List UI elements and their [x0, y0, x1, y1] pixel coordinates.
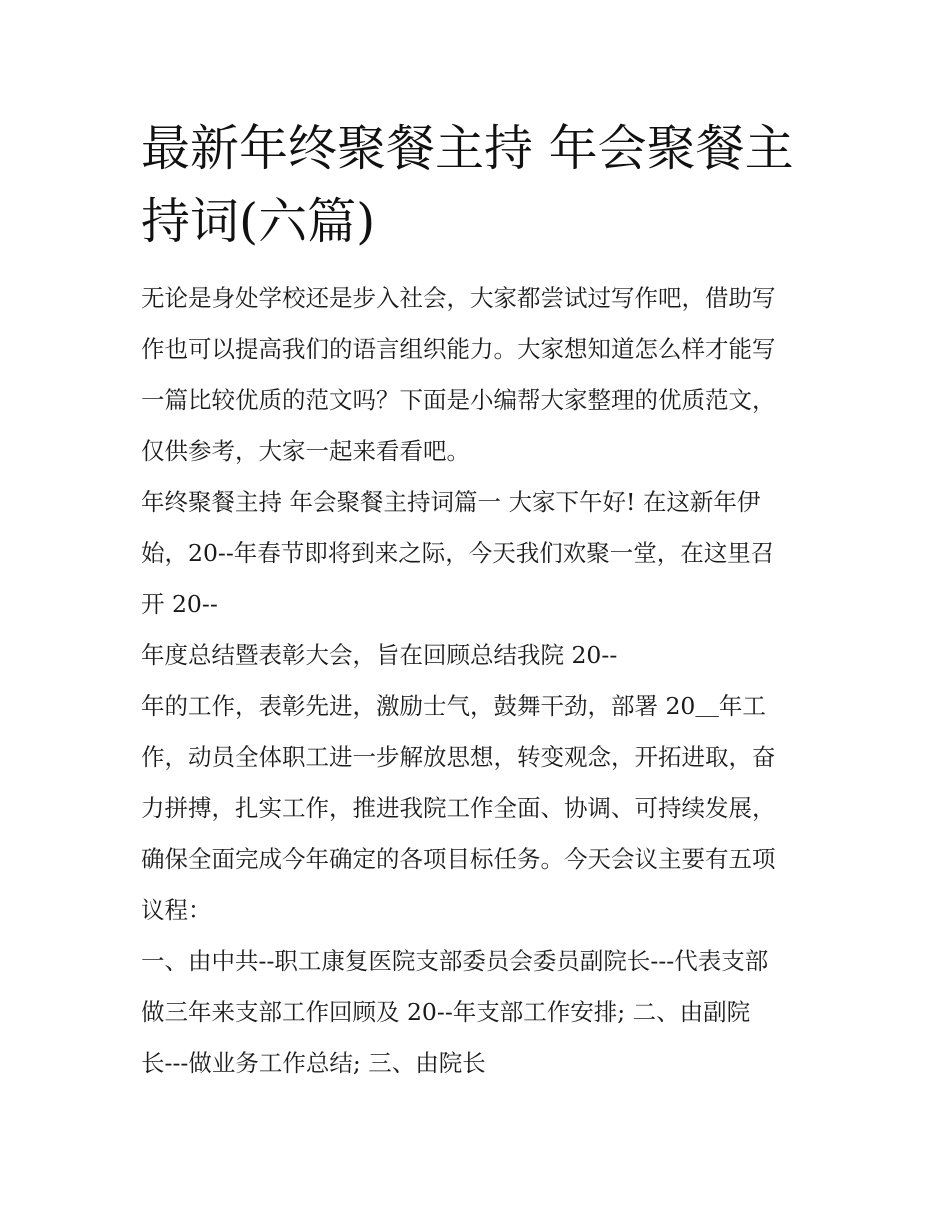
- text-line: 年的工作，表彰先进，激励士气，鼓舞干劲，部署 20＿年工: [141, 692, 766, 720]
- text-line: 作，动员全体职工进一步解放思想，转变观念，开拓进取，奋: [141, 743, 776, 771]
- text-line: 做三年来支部工作回顾及 20--年支部工作安排; 二、由副院: [141, 998, 751, 1026]
- text-line: 议程：: [141, 896, 212, 924]
- text-line: 长---做业务工作总结; 三、由院长: [141, 1049, 486, 1077]
- text-line: 开 20--: [141, 590, 218, 618]
- text-line: 力拼搏，扎实工作，推进我院工作全面、协调、可持续发展，: [141, 794, 776, 822]
- text-line: 无论是身处学校还是步入社会，大家都尝试过写作吧，借助写: [141, 284, 776, 312]
- title-line: 持词(六篇): [141, 193, 376, 250]
- text-line: 仅供参考，大家一起来看看吧。: [141, 437, 470, 465]
- text-line: 一篇比较优质的范文吗？下面是小编帮大家整理的优质范文，: [141, 386, 776, 414]
- text-line: 作也可以提高我们的语言组织能力。大家想知道怎么样才能写: [141, 335, 776, 363]
- paragraph-intro: [141, 273, 813, 477]
- document-page: [141, 112, 813, 1089]
- paragraph-opening: [141, 477, 813, 630]
- document-body: [141, 273, 813, 1089]
- text-line: 始，20--年春节即将到来之际，今天我们欢聚一堂，在这里召: [141, 539, 775, 567]
- text-line: 年度总结暨表彰大会，旨在回顾总结我院 20--: [141, 641, 618, 669]
- document-title: [141, 112, 813, 258]
- text-line: 确保全面完成今年确定的各项目标任务。今天会议主要有五项: [141, 845, 776, 873]
- title-line: 最新年终聚餐主持 年会聚餐主: [141, 120, 794, 177]
- text-line: 年终聚餐主持 年会聚餐主持词篇一 大家下午好! 在这新年伊: [141, 488, 761, 516]
- paragraph-work-summary: [141, 681, 813, 936]
- paragraph-agenda: [141, 936, 813, 1089]
- text-line: 一、由中共--职工康复医院支部委员会委员副院长---代表支部: [141, 947, 769, 975]
- paragraph-meeting-purpose: [141, 630, 813, 681]
